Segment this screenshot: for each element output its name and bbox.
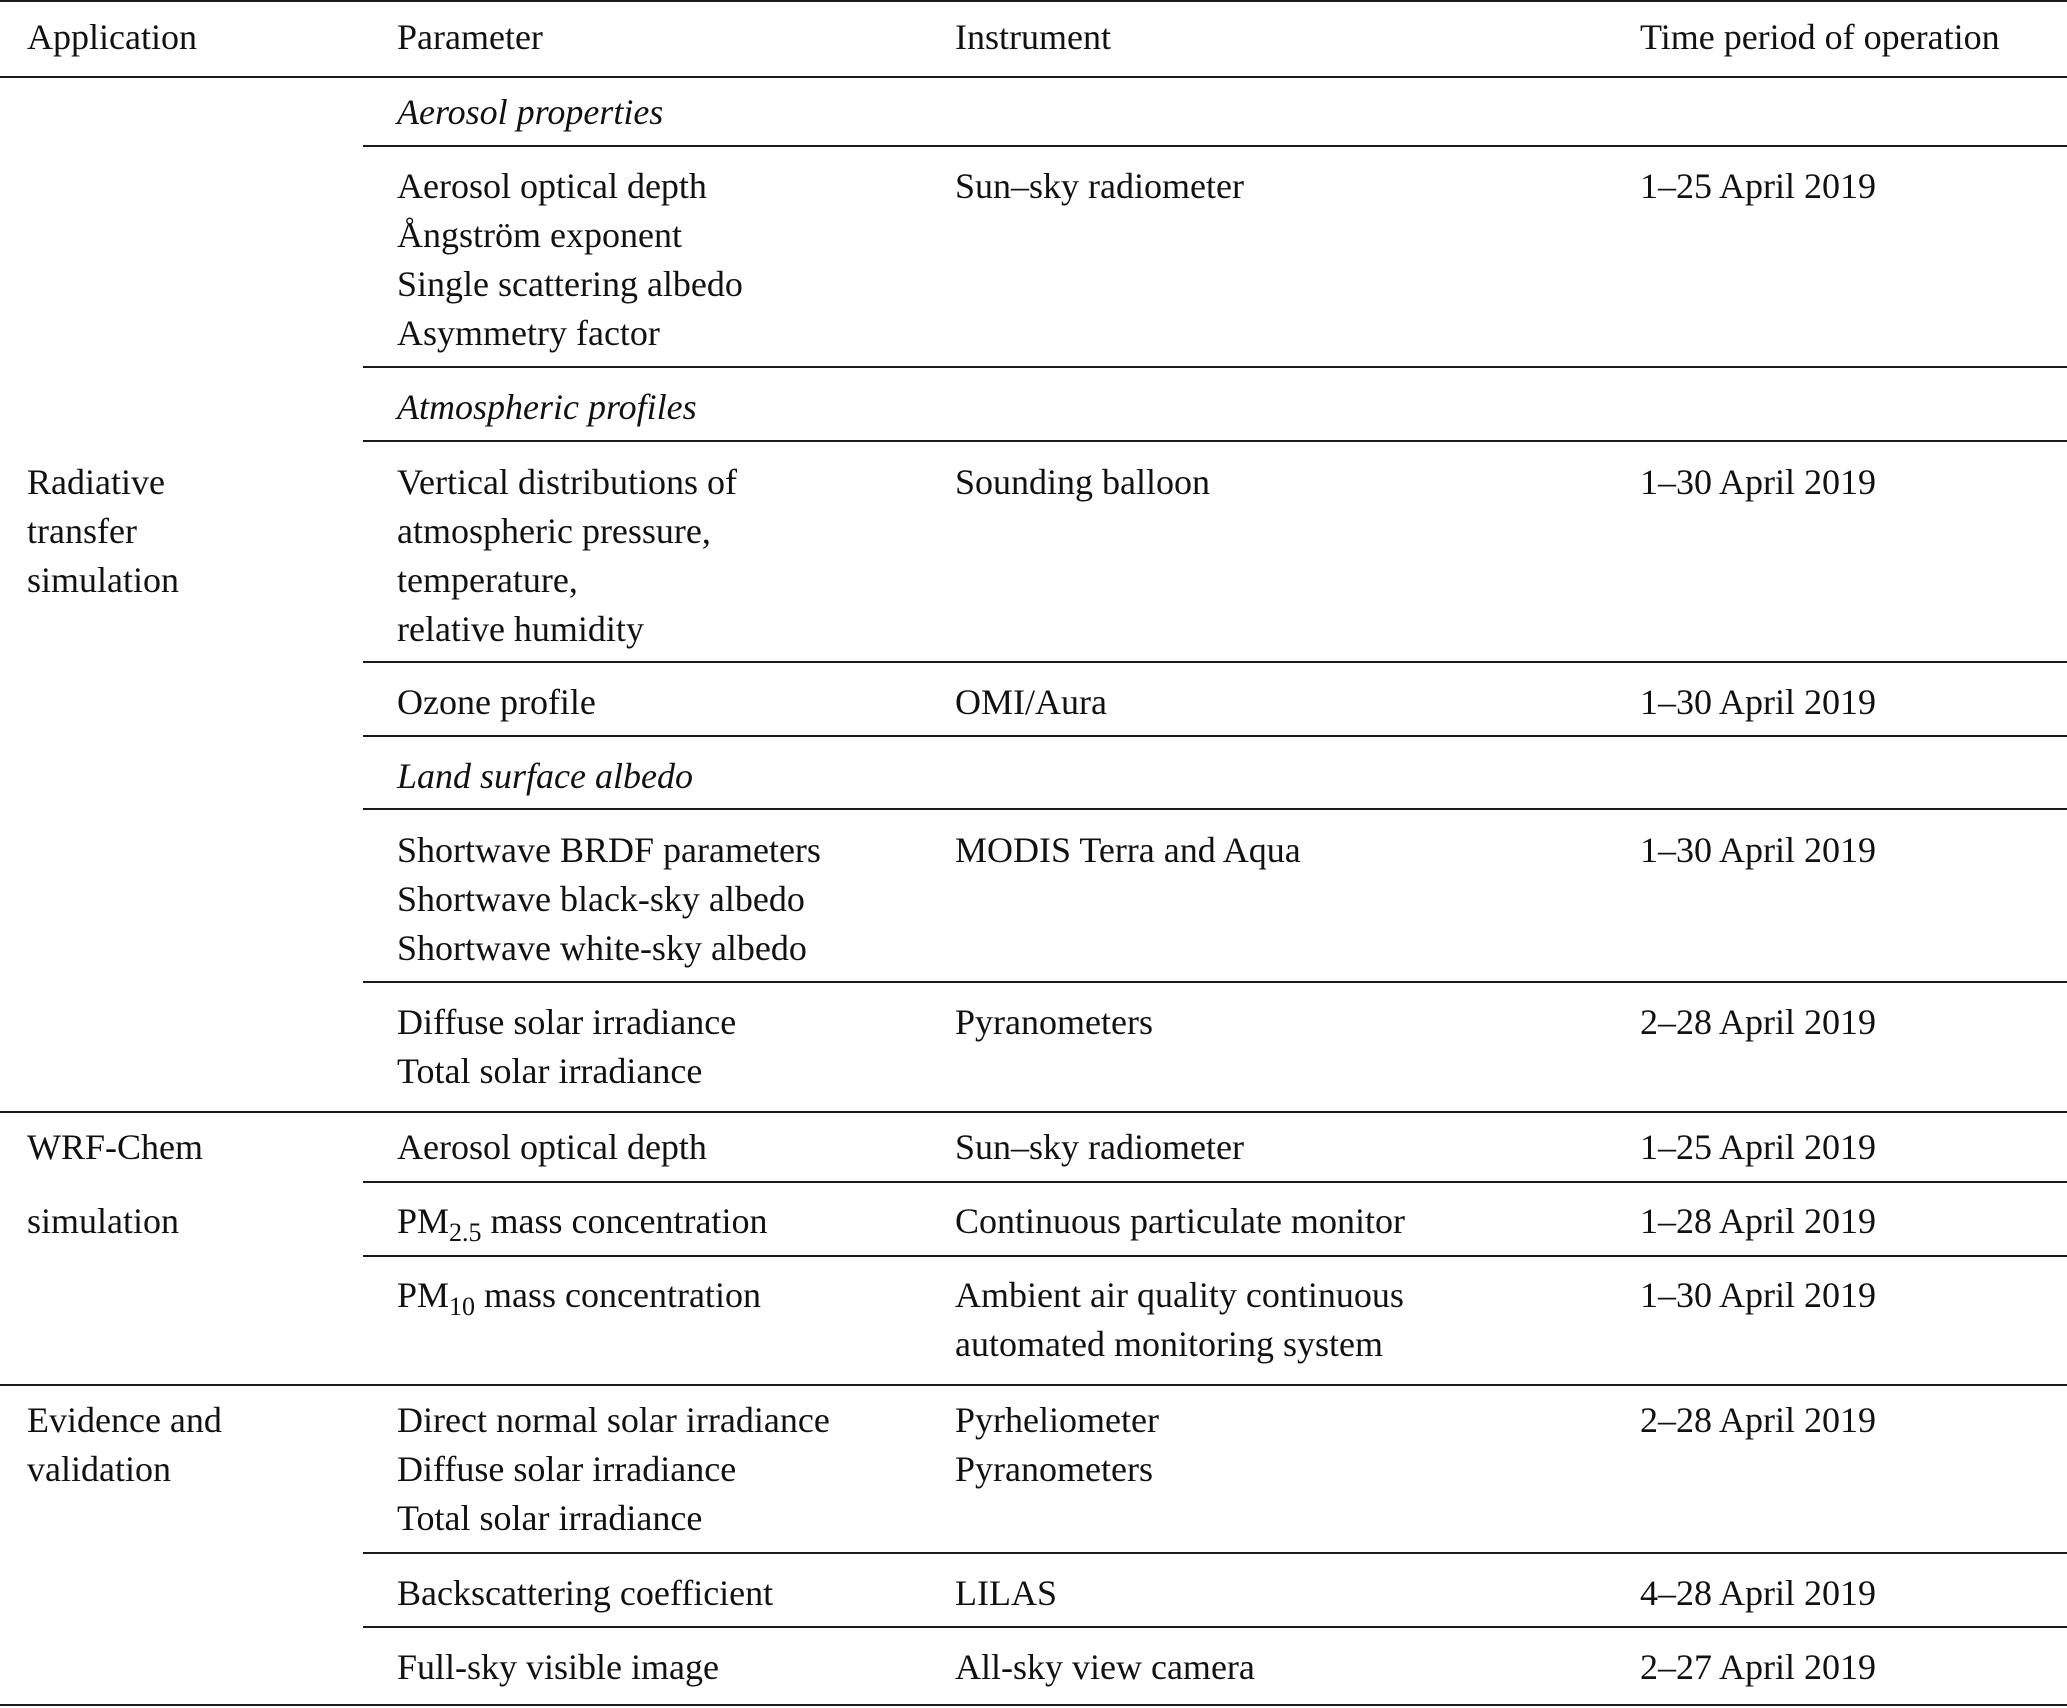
parameter-cell-pm25: [397, 1197, 767, 1246]
parameter-cell: Ozone profile: [397, 682, 596, 722]
row-divider: [363, 808, 2067, 810]
parameter-cell: Vertical distributions of: [397, 462, 737, 502]
pm-prefix: PM: [397, 1275, 450, 1315]
parameter-cell: atmospheric pressure,: [397, 511, 711, 551]
time-cell: 1–25 April 2019: [1640, 1127, 1877, 1167]
application-radiative-line: simulation: [27, 560, 179, 600]
header-instrument: Instrument: [955, 17, 1111, 57]
pm-suffix: mass concentration: [481, 1201, 768, 1241]
row-divider: [363, 981, 2067, 983]
table-bottom-rule: [0, 1704, 2067, 1706]
parameter-cell: temperature,: [397, 560, 578, 600]
parameter-cell: Shortwave black-sky albedo: [397, 879, 805, 919]
instrument-cell: Sun–sky radiometer: [955, 166, 1244, 206]
instrument-cell: LILAS: [955, 1573, 1057, 1613]
row-divider: [363, 1255, 2067, 1257]
parameter-cell: Diffuse solar irradiance: [397, 1449, 737, 1489]
application-radiative-line: transfer: [27, 511, 137, 551]
time-cell: 1–30 April 2019: [1640, 1275, 1877, 1315]
header-parameter: Parameter: [397, 17, 543, 57]
header-bottom-rule: [0, 76, 2067, 78]
group-heading-atmospheric: Atmospheric profiles: [397, 387, 697, 427]
parameter-cell: Aerosol optical depth: [397, 166, 707, 206]
parameter-cell: relative humidity: [397, 609, 644, 649]
parameter-cell: Total solar irradiance: [397, 1498, 703, 1538]
pm-prefix: PM: [397, 1201, 450, 1241]
row-divider: [363, 661, 2067, 663]
parameter-cell: Aerosol optical depth: [397, 1127, 707, 1167]
parameter-cell: Asymmetry factor: [397, 313, 660, 353]
application-wrf-line: WRF-Chem: [27, 1127, 203, 1167]
parameter-cell: Direct normal solar irradiance: [397, 1400, 830, 1440]
parameter-cell: Single scattering albedo: [397, 264, 743, 304]
header-time-period: Time period of operation: [1640, 17, 2000, 57]
time-cell: 1–30 April 2019: [1640, 462, 1877, 502]
time-cell: 2–28 April 2019: [1640, 1002, 1877, 1042]
row-divider: [363, 366, 2067, 368]
instrument-cell: Ambient air quality continuous: [955, 1275, 1404, 1315]
parameter-cell: Shortwave white-sky albedo: [397, 928, 807, 968]
parameter-cell: Total solar irradiance: [397, 1051, 703, 1091]
row-divider: [363, 1626, 2067, 1628]
time-cell: 2–27 April 2019: [1640, 1647, 1877, 1687]
instrument-cell: Pyranometers: [955, 1449, 1153, 1489]
section-rule: [0, 1111, 2067, 1113]
section-rule: [0, 1384, 2067, 1386]
instrument-cell: Sounding balloon: [955, 462, 1211, 502]
application-radiative-line: Radiative: [27, 462, 165, 502]
group-heading-aerosol: Aerosol properties: [397, 92, 664, 132]
pm-subscript: 10: [449, 1292, 476, 1321]
parameter-cell: Shortwave BRDF parameters: [397, 830, 821, 870]
parameter-cell: Backscattering coefficient: [397, 1573, 774, 1613]
instrument-cell: Pyranometers: [955, 1002, 1153, 1042]
parameter-cell: Diffuse solar irradiance: [397, 1002, 737, 1042]
parameter-cell-pm10: [397, 1271, 761, 1320]
row-divider: [363, 1181, 2067, 1183]
instrument-cell: Pyrheliometer: [955, 1400, 1159, 1440]
time-cell: 1–30 April 2019: [1640, 682, 1877, 722]
row-divider: [363, 145, 2067, 147]
pm-subscript: 2.5: [449, 1218, 482, 1247]
time-cell: 1–28 April 2019: [1640, 1201, 1877, 1241]
row-divider: [363, 735, 2067, 737]
row-divider: [363, 1552, 2067, 1554]
instrument-cell: automated monitoring system: [955, 1324, 1383, 1364]
time-cell: 1–30 April 2019: [1640, 830, 1877, 870]
parameter-cell: Ångström exponent: [397, 215, 682, 255]
application-evidence-line: Evidence and: [27, 1400, 222, 1440]
application-wrf-line: simulation: [27, 1201, 179, 1241]
parameter-cell: Full-sky visible image: [397, 1647, 719, 1687]
instrument-cell: All-sky view camera: [955, 1647, 1255, 1687]
header-application: Application: [27, 17, 197, 57]
time-cell: 2–28 April 2019: [1640, 1400, 1877, 1440]
table-top-rule: [0, 0, 2067, 2]
group-heading-land: Land surface albedo: [397, 756, 693, 796]
instrument-cell: Sun–sky radiometer: [955, 1127, 1244, 1167]
time-cell: 1–25 April 2019: [1640, 166, 1877, 206]
instrument-cell: MODIS Terra and Aqua: [955, 830, 1301, 870]
application-evidence-line: validation: [27, 1449, 171, 1489]
row-divider: [363, 440, 2067, 442]
time-cell: 4–28 April 2019: [1640, 1573, 1877, 1613]
instrument-cell: OMI/Aura: [955, 682, 1107, 722]
instrument-cell: Continuous particulate monitor: [955, 1201, 1405, 1241]
pm-suffix: mass concentration: [475, 1275, 761, 1315]
